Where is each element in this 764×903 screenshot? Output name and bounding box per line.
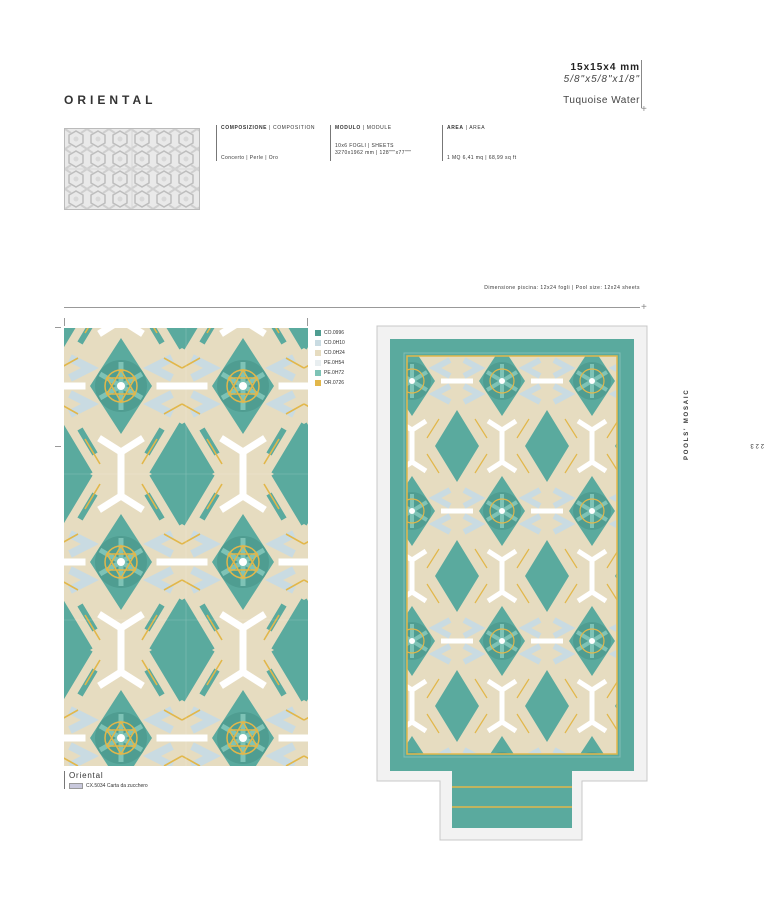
caption-sub-text: CX.5034 Carta da zucchero xyxy=(86,783,148,789)
side-label xyxy=(672,380,764,460)
plus-mark-icon: + xyxy=(641,104,647,115)
caption-sub xyxy=(69,783,148,789)
color-name: Tuquoise Water xyxy=(563,95,640,106)
swatch-item xyxy=(315,368,345,378)
caption xyxy=(64,771,148,789)
swatch-color xyxy=(315,350,321,356)
pool-size: Dimensione piscina: 12x24 fogli | Pool size: 12x24 sheets xyxy=(484,285,640,291)
color-swatch-list xyxy=(315,328,345,388)
swatch-code: CO.0H10 xyxy=(324,340,345,346)
module-value: 10x6 FOGLI | SHEETS xyxy=(335,143,394,149)
swatch-code: PE.0H54 xyxy=(324,360,345,366)
section-divider xyxy=(64,307,640,308)
composition-label: COMPOSITION xyxy=(272,125,316,131)
area-value: 1 MQ 6,41 mq | 68,99 sq ft xyxy=(447,155,517,161)
module-label: MODULE xyxy=(366,125,392,131)
size-inches: 5/8"x5/8"x1/8" xyxy=(563,74,640,85)
header-divider xyxy=(641,60,642,108)
size-mm: 15x15x4 mm xyxy=(570,62,640,73)
swatch-item xyxy=(315,378,345,388)
pattern-thumbnail xyxy=(64,128,200,210)
page-number: 223 xyxy=(748,442,764,448)
area-label: AREA xyxy=(469,125,486,131)
page-title: ORIENTAL xyxy=(64,93,157,107)
caption-swatch xyxy=(69,783,83,789)
swatch-color xyxy=(315,340,321,346)
spec-area: AREA | AREA 1 MQ 6,41 mq | 68,99 sq ft xyxy=(442,125,517,161)
crop-mark xyxy=(307,318,308,326)
swatch-code: CO.0996 xyxy=(324,330,345,336)
spec-composition: COMPOSIZIONE | COMPOSITION Concerto | Perle | Oro xyxy=(216,125,315,161)
swatch-code: PE.0H72 xyxy=(324,370,345,376)
caption-title: Oriental xyxy=(69,771,104,780)
swatch-color xyxy=(315,370,321,376)
pool-illustration xyxy=(377,326,647,840)
module-value-2: 3270x1962 mm | 128"""x77""" xyxy=(335,150,412,156)
swatch-code: CO.0H24 xyxy=(324,350,345,356)
crop-mark xyxy=(55,446,61,447)
swatch-item xyxy=(315,358,345,368)
swatch-color xyxy=(315,380,321,386)
swatch-item xyxy=(315,338,345,348)
module-label-bold: MODULO xyxy=(335,125,361,131)
swatch-item xyxy=(315,348,345,358)
side-word-2: MOSAIC xyxy=(684,388,690,424)
plus-mark-icon: + xyxy=(641,302,647,313)
spec-module: MODULO | MODULE 10x6 FOGLI | SHEETS 3270x1962 mm | 128"""x77""" xyxy=(330,125,411,161)
side-word-1: POOLS' xyxy=(684,426,690,460)
swatch-color xyxy=(315,360,321,366)
swatch-code: OR.0726 xyxy=(324,380,345,386)
crop-mark xyxy=(64,318,65,326)
swatch-color xyxy=(315,330,321,336)
mosaic-pattern xyxy=(64,328,308,766)
crop-mark xyxy=(55,327,61,328)
composition-value: Concerto | Perle | Oro xyxy=(221,155,279,161)
composition-label-bold: COMPOSIZIONE xyxy=(221,125,268,131)
swatch-item xyxy=(315,328,345,338)
area-label-bold: AREA xyxy=(447,125,464,131)
